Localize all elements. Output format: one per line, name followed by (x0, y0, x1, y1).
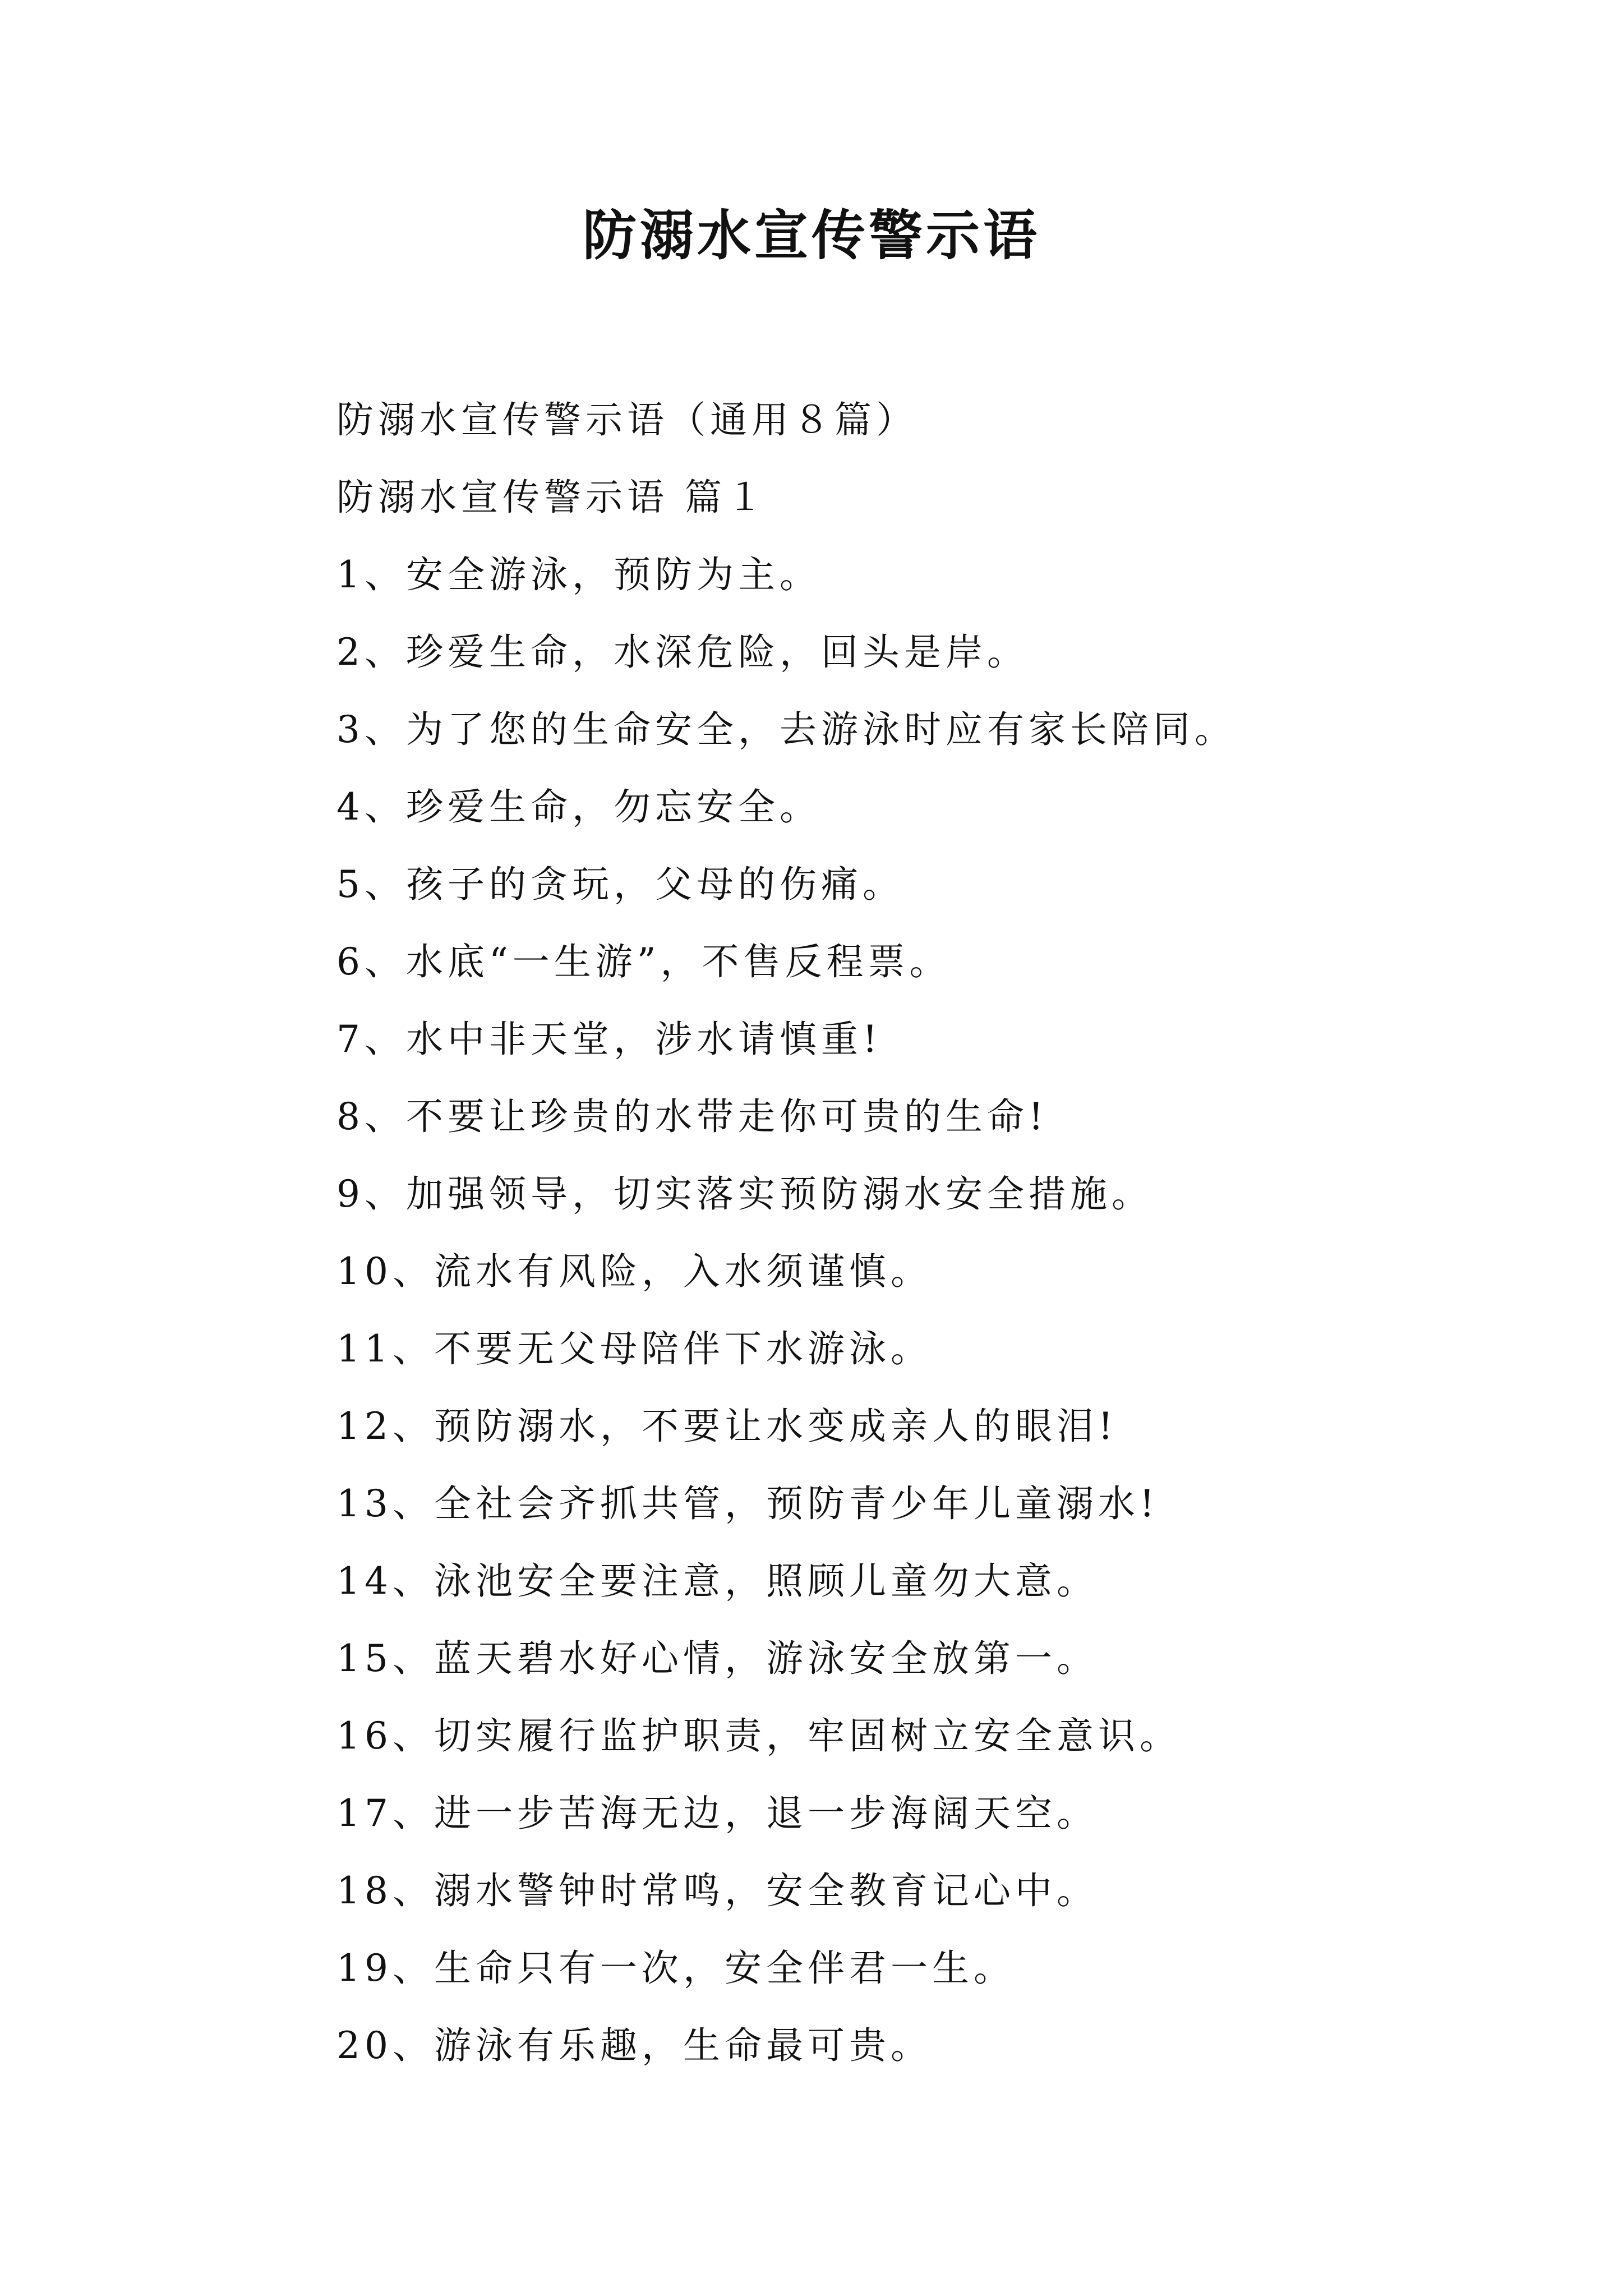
list-item: 19、生命只有一次，安全伴君一生。 (336, 1947, 1015, 1990)
list-item: 20、游泳有乐趣，生命最可贵。 (336, 2024, 932, 2067)
list-item: 4、珍爱生命，勿忘安全。 (336, 785, 821, 829)
list-item: 11、不要无父母陪伴下水游泳。 (336, 1327, 932, 1370)
document-title: 防溺水宣传警示语 (583, 204, 1040, 267)
list-item: 2、珍爱生命，水深危险，回头是岸。 (336, 631, 1029, 674)
list-item: 6、水底“一生游”，不售反程票。 (336, 940, 951, 983)
list-item: 14、泳池安全要注意，照顾儿童勿大意。 (336, 1559, 1098, 1603)
list-item: 9、加强领导，切实落实预防溺水安全措施。 (336, 1172, 1153, 1216)
document-body (336, 381, 1514, 2085)
section-heading: 防溺水宣传警示语 篇１ (336, 476, 768, 519)
list-item: 15、蓝天碧水好心情，游泳安全放第一。 (336, 1637, 1098, 1680)
document-subtitle: 防溺水宣传警示语（通用８篇） (336, 398, 917, 441)
list-item: 12、预防溺水，不要让水变成亲人的眼泪! (336, 1405, 1118, 1448)
list-item: 1、安全游泳，预防为主。 (336, 553, 821, 596)
list-item: 16、切实履行监护职责，牢固树立安全意识。 (336, 1714, 1181, 1757)
slogan-list (336, 536, 1514, 2085)
list-item: 10、流水有风险，入水须谨慎。 (336, 1250, 932, 1293)
list-item: 3、为了您的生命安全，去游泳时应有家长陪同。 (336, 708, 1236, 751)
list-item: 17、进一步苦海无边，退一步海阔天空。 (336, 1792, 1098, 1835)
list-item: 18、溺水警钟时常鸣，安全教育记心中。 (336, 1869, 1098, 1912)
list-item: 7、水中非天堂，涉水请慎重! (336, 1018, 882, 1061)
list-item: 5、孩子的贪玩，父母的伤痛。 (336, 863, 904, 906)
list-item: 13、全社会齐抓共管，预防青少年儿童溺水! (336, 1482, 1159, 1525)
list-item: 8、不要让珍贵的水带走你可贵的生命! (336, 1095, 1048, 1138)
